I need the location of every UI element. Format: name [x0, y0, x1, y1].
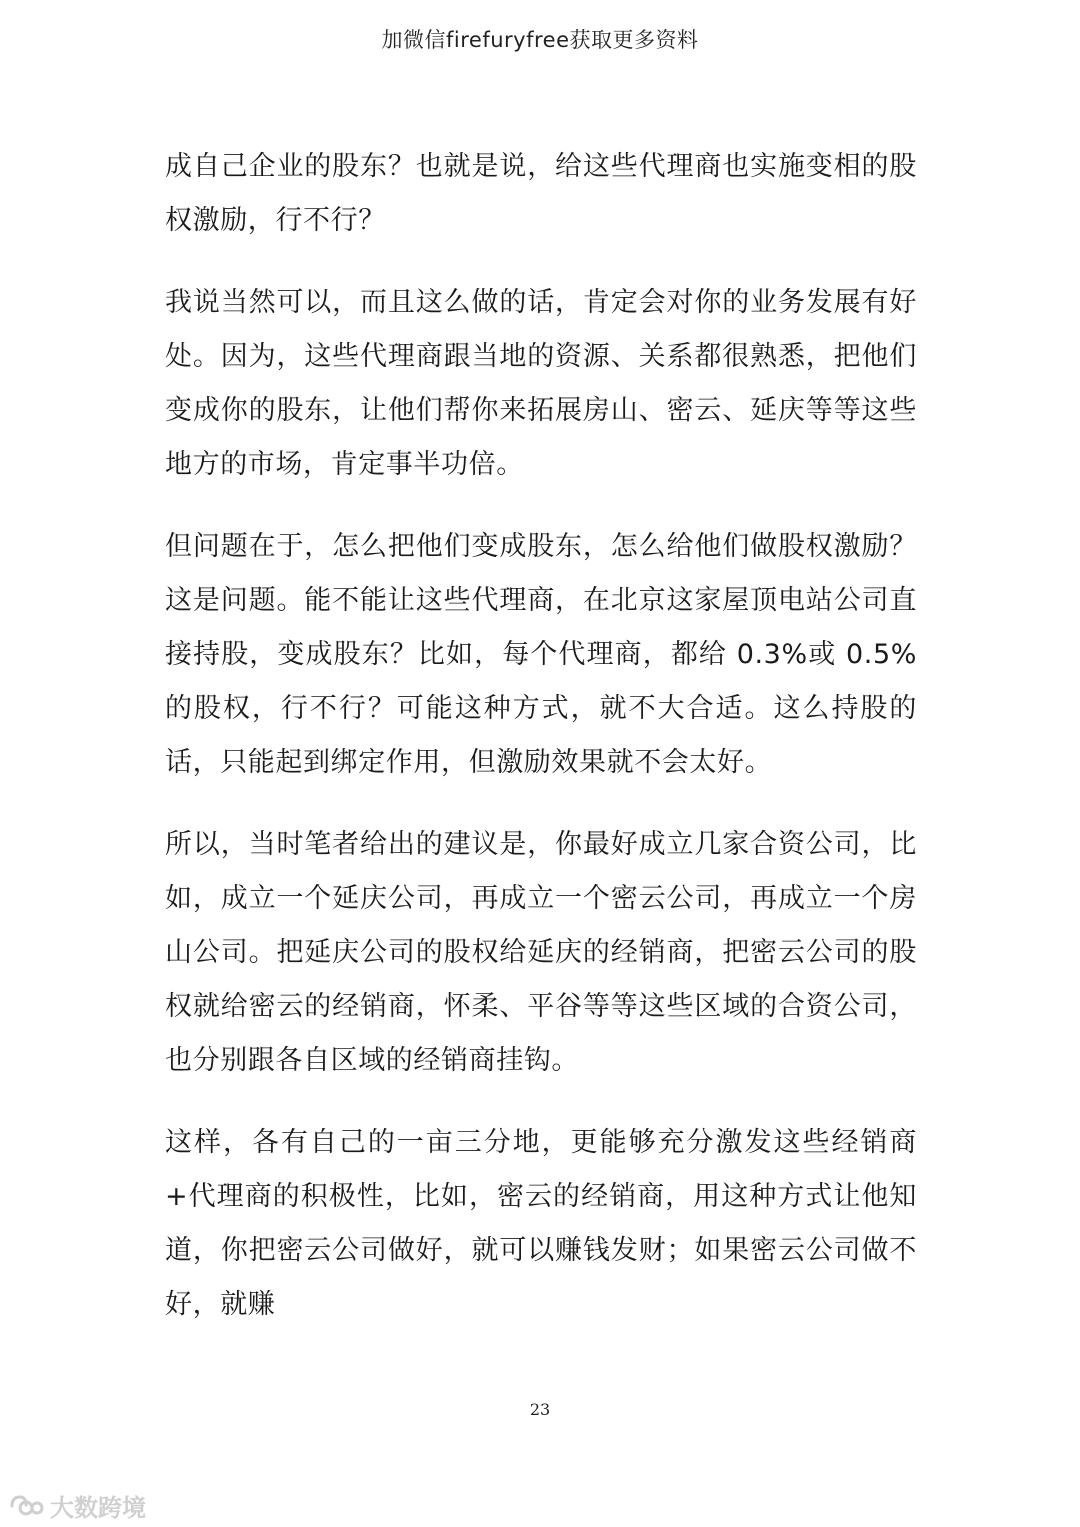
document-body [165, 140, 917, 1360]
paragraph: 成自己企业的股东？也就是说，给这些代理商也实施变相的股权激励，行不行？ [165, 151, 917, 236]
paragraph: 但问题在于，怎么把他们变成股东，怎么给他们做股权激励？这是问题。能不能让这些代理商，在北京这家屋顶电站公司直接持股，变成股东？比如，每个代理商，都给 0.3%或 0.5%的股权，行不行？可能这种方式，就不大合适。这么持股的话，只能起到绑定作用，但激励效果就不会太好。 [165, 531, 917, 778]
paragraph: 这样，各有自己的一亩三分地，更能够充分激发这些经销商+代理商的积极性，比如，密云的经销商，用这种方式让他知道，你把密云公司做好，就可以赚钱发财；如果密云公司做不好，就赚 [165, 1127, 917, 1320]
page-header: 加微信firefuryfree获取更多资料 [381, 28, 699, 52]
paragraph: 所以，当时笔者给出的建议是，你最好成立几家合资公司，比如，成立一个延庆公司，再成立一个密云公司，再成立一个房山公司。把延庆公司的股权给延庆的经销商，把密云公司的股权就给密云的经销商，怀柔、平谷等等这些区域的合资公司，也分别跟各自区域的经销商挂钩。 [165, 829, 917, 1076]
watermark-text: 大数跨境 [50, 1494, 146, 1522]
watermark [8, 1488, 146, 1523]
watermark-logo-icon [8, 1493, 44, 1519]
page-number: 23 [529, 1400, 551, 1419]
paragraph: 我说当然可以，而且这么做的话，肯定会对你的业务发展有好处。因为，这些代理商跟当地的资源、关系都很熟悉，把他们变成你的股东，让他们帮你来拓展房山、密云、延庆等等这些地方的市场，肯定事半功倍。 [165, 287, 917, 480]
